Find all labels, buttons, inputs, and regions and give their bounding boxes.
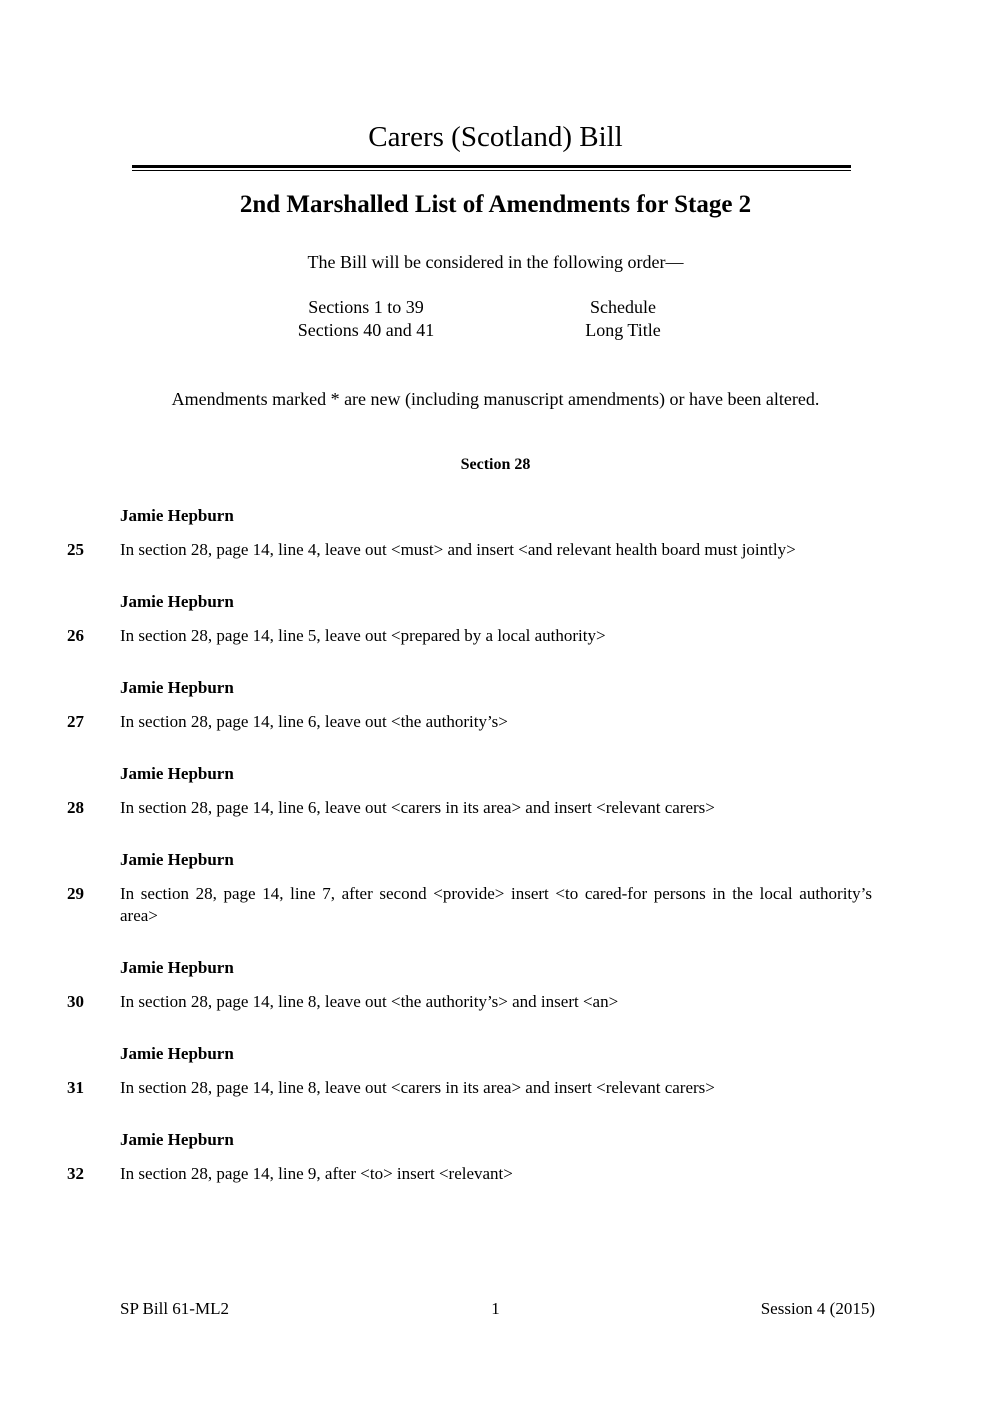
amendment-member: Jamie Hepburn	[120, 678, 234, 697]
amendment-row	[67, 797, 872, 819]
amendment-number: 25	[67, 540, 84, 559]
amendment-number: 30	[67, 992, 84, 1011]
amendment-member: Jamie Hepburn	[120, 506, 234, 525]
amendment-text: In section 28, page 14, line 4, leave out <must> and insert <and relevant health board must jointly>	[120, 540, 796, 559]
order-item: Sections 40 and 41	[297, 320, 435, 340]
order-item: Sections 1 to 39	[308, 297, 424, 317]
amendment-number: 28	[67, 798, 84, 817]
amendment	[67, 849, 872, 927]
amendment-row	[67, 711, 872, 733]
amendment-member: Jamie Hepburn	[120, 764, 234, 783]
amendment	[67, 505, 872, 561]
amendment-member: Jamie Hepburn	[120, 1130, 234, 1149]
amendment-text: In section 28, page 14, line 6, leave out <carers in its area> and insert <relevant carers>	[120, 798, 715, 817]
amendment-row	[67, 539, 872, 561]
footer-page-number: 1	[491, 1299, 500, 1318]
amendment-text: In section 28, page 14, line 8, leave out <the authority’s> and insert <an>	[120, 992, 619, 1011]
amendment	[67, 591, 872, 647]
order-intro: The Bill will be considered in the following order—	[307, 252, 684, 272]
amendment-number: 31	[67, 1078, 84, 1097]
amendment	[67, 957, 872, 1013]
amendment-member: Jamie Hepburn	[120, 1044, 234, 1063]
amendment-row	[67, 1077, 872, 1099]
title-rule-thick	[132, 165, 851, 168]
amendment-text: In section 28, page 14, line 7, after second <provide> insert <to cared-for persons in the local authority’s area>	[120, 884, 872, 925]
amendment-list	[67, 505, 872, 1215]
amendment-number: 32	[67, 1164, 84, 1183]
amendment-member: Jamie Hepburn	[120, 850, 234, 869]
amendment-row	[67, 883, 872, 927]
document-subtitle: 2nd Marshalled List of Amendments for Stage 2	[239, 191, 752, 218]
amendment-text: In section 28, page 14, line 5, leave out <prepared by a local authority>	[120, 626, 606, 645]
amendment-member: Jamie Hepburn	[120, 592, 234, 611]
amendment	[67, 677, 872, 733]
amendment	[67, 1129, 872, 1185]
footer-bill-ref: SP Bill 61-ML2	[120, 1299, 229, 1318]
amendment-row	[67, 1163, 872, 1185]
footer-session: Session 4 (2015)	[760, 1299, 875, 1318]
amendment-number: 27	[67, 712, 84, 731]
order-item: Schedule	[590, 297, 656, 317]
amendment-member: Jamie Hepburn	[120, 958, 234, 977]
amendment-number: 29	[67, 884, 84, 903]
amendment	[67, 1043, 872, 1099]
amendment-text: In section 28, page 14, line 8, leave out <carers in its area> and insert <relevant carers>	[120, 1078, 715, 1097]
amendment	[67, 763, 872, 819]
section-heading: Section 28	[460, 456, 531, 473]
amendments-note: Amendments marked * are new (including manuscript amendments) or have been altered.	[171, 389, 820, 409]
amendment-row	[67, 991, 872, 1013]
bill-title: Carers (Scotland) Bill	[368, 121, 623, 153]
title-rule-thin	[132, 170, 851, 171]
amendment-text: In section 28, page 14, line 6, leave out <the authority’s>	[120, 712, 508, 731]
amendment-text: In section 28, page 14, line 9, after <to> insert <relevant>	[120, 1164, 513, 1183]
order-item: Long Title	[585, 320, 661, 340]
amendment-row	[67, 625, 872, 647]
amendment-number: 26	[67, 626, 84, 645]
